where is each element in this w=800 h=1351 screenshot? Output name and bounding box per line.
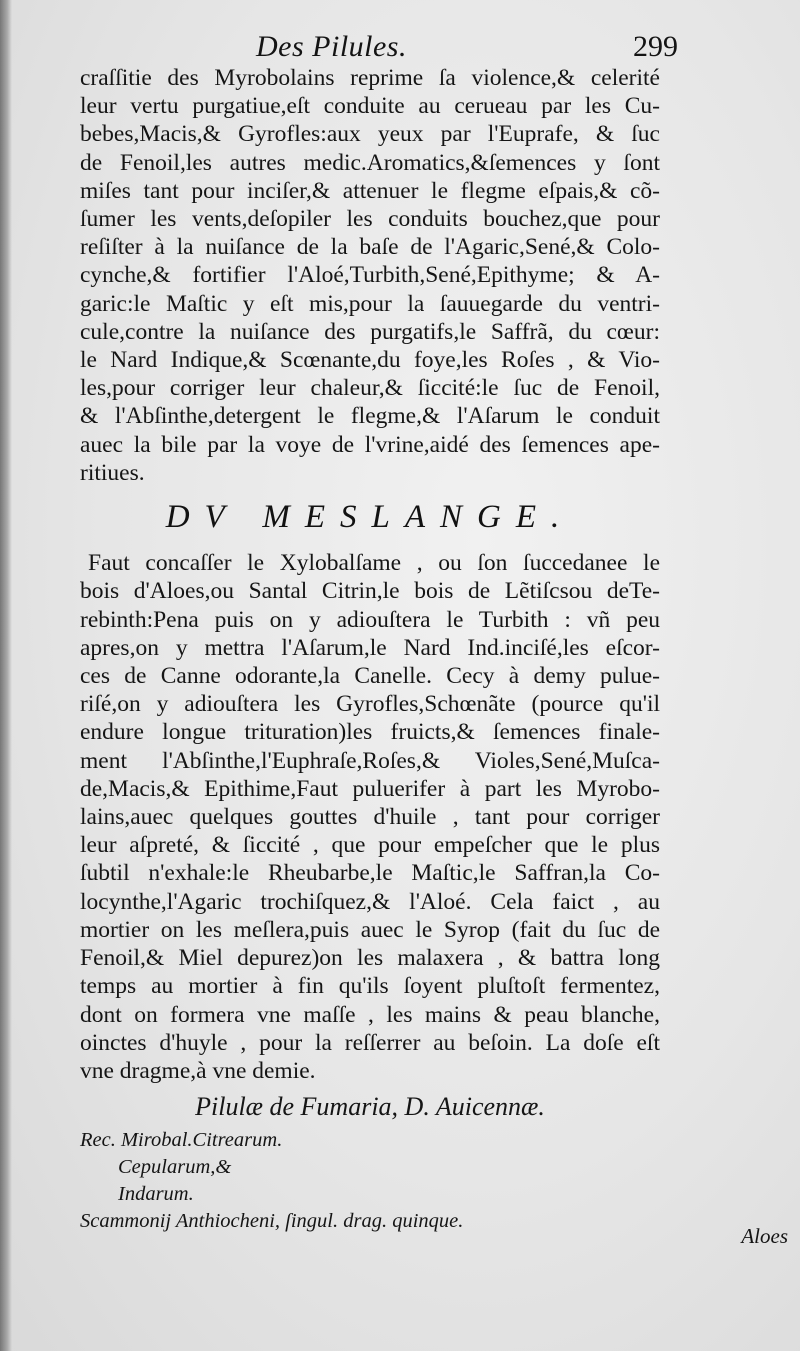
text-line: les,pour corriger leur chaleur,& ſiccité:le ſuc de Fenoil, xyxy=(80,375,660,402)
text-line: ces de Canne odorante,la Canelle. Cecy à demy pulue- xyxy=(80,663,660,690)
text-line: apres,on y mettra l'Aſarum,le Nard Ind.inciſé,les eſcor- xyxy=(80,634,660,661)
recipe-line: Indarum. xyxy=(118,1183,194,1206)
text-line: cule,contre la nuiſance des purgatifs,le Saffrã, du cœur: xyxy=(80,318,660,345)
text-line: rebinth:Pena puis on y adiouſtera le Turbith : vñ peu xyxy=(80,606,660,633)
text-line: Fenoil,& Miel depurez)on les malaxera , & battra long xyxy=(80,945,660,972)
text-line: bebes,Macis,& Gyrofles:aux yeux par l'Euprafe, & ſuc xyxy=(80,121,660,148)
text-line: ritiues. xyxy=(80,459,145,486)
recipe-title: Pilulæ de Fumaria, D. Auicennæ. xyxy=(195,1092,545,1122)
running-title: Des Pilules. xyxy=(256,30,407,63)
text-line: mortier on les meſlera,puis auec le Syrop (fait du ſuc de xyxy=(80,916,660,943)
text-line: craſſitie des Myrobolains reprime ſa violence,& celerité xyxy=(80,65,660,91)
text-line: leur vertu purgatiue,eſt conduite au cerueau par les Cu- xyxy=(80,93,660,120)
page-number: 299 xyxy=(633,30,678,63)
text-line: le Nard Indique,& Scœnante,du foye,les Roſes , & Vio- xyxy=(80,347,660,374)
text-line: reſiſter à la nuiſance de la baſe de l'Agaric,Sené,& Colo- xyxy=(80,234,660,261)
text-line: de Fenoil,les autres medic.Aromatics,&ſemences y ſont xyxy=(80,149,660,176)
recipe-list xyxy=(80,1127,660,1235)
text-line: Faut concaſſer le Xylobalſame , ou ſon ſuccedanee le xyxy=(88,550,660,577)
text-line: miſes tant pour inciſer,& attenuer le flegme eſpais,& cõ- xyxy=(80,177,660,204)
text-line: auec la bile par la voye de l'vrine,aidé des ſemences ape- xyxy=(80,431,660,458)
text-line: oinctes d'huyle , pour la reſſerrer au beſoin. La doſe eſt xyxy=(80,1029,660,1056)
text-line: bois d'Aloes,ou Santal Citrin,le bois de Lẽtiſcsou deTe- xyxy=(80,578,660,605)
recipe-line: Cepularum,& xyxy=(118,1156,232,1179)
text-line: locynthe,l'Agaric trochiſquez,& l'Aloé. Cela faict , au xyxy=(80,888,660,915)
body-text xyxy=(80,64,660,1235)
recipe-line: Rec. Mirobal.Citrearum. xyxy=(80,1129,283,1152)
recipe-line: Scammonij Anthiocheni, ſingul. drag. quinque. xyxy=(80,1210,464,1233)
text-line: ſubtil n'exhale:le Rheubarbe,le Maſtic,le Saffran,la Co- xyxy=(80,860,660,887)
text-line: & l'Abſinthe,detergent le flegme,& l'Aſarum le conduit xyxy=(80,403,660,430)
text-line: lains,auec quelques gouttes d'huile , tant pour corriger xyxy=(80,804,660,831)
text-line: riſé,on y adiouſtera les Gyrofles,Schœnãte (pource qu'il xyxy=(80,691,660,718)
text-line: de,Macis,& Epithime,Faut puluerifer à part les Myrobo- xyxy=(80,775,660,802)
text-line: ſumer les vents,deſopiler les conduits bouchez,que pour xyxy=(80,206,660,233)
text-line: leur aſpreté, & ſiccité , que pour empeſcher que le plus xyxy=(80,832,660,859)
page-gutter-shadow xyxy=(0,0,12,1351)
paragraph-1 xyxy=(80,64,660,487)
text-line: temps au mortier à fin qu'ils ſoyent pluſtoſt fermentez, xyxy=(80,973,660,1000)
paragraph-2 xyxy=(80,549,660,1085)
catchword: Aloes xyxy=(741,1224,788,1248)
text-line: ment l'Abſinthe,l'Euphraſe,Roſes,& Violes,Sené,Muſca- xyxy=(80,747,660,774)
text-line: endure longue trituration)les fruicts,& ſemences finale- xyxy=(80,719,660,746)
text-line: dont on formera vne maſſe , les mains & peau blanche, xyxy=(80,1001,660,1028)
text-line: vne dragme,à vne demie. xyxy=(80,1057,316,1084)
text-line: cynche,& fortifier l'Aloé,Turbith,Sené,Epithyme; & A- xyxy=(80,262,660,289)
section-heading: DV MESLANGE. xyxy=(165,499,575,536)
text-line: garic:le Maſtic y eſt mis,pour la ſauuegarde du ventri- xyxy=(80,290,660,317)
